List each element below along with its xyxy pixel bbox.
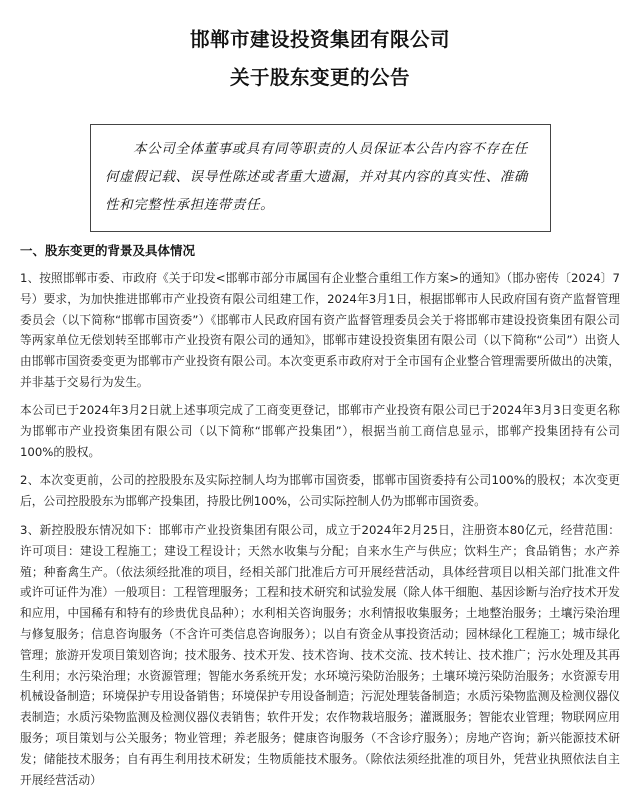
paragraph-change: 2、本次变更前，公司的控股股东及实际控制人均为邯郸市国资委，邯郸市国资委持有公司100%的股权；本次变更后，公司控股股东为邯郸产投集团，持股比例100%，公司实际控制人仍为邯郸市国资委。 (20, 473, 620, 508)
responsibility-notice: 本公司全体董事或具有同等职责的人员保证本公告内容不存在任何虚假记载、误导性陈述或者重大遗漏，并对其内容的真实性、准确性和完整性承担连带责任。 (90, 124, 551, 232)
announcement-title: 关于股东变更的公告 (229, 66, 410, 89)
paragraph-registration: 本公司已于2024年3月2日就上述事项完成了工商变更登记，邯郸市产业投资有限公司已于2024年3月3日变更名称为邯郸市产业投资集团有限公司（以下简称“邯郸产投集团”），根据当前工商信息显示，邯郸产投集团持有公司100%的股权。 (20, 403, 620, 459)
section-heading: 一、股东变更的背景及具体情况 (20, 243, 196, 258)
paragraph-new-shareholder: 3、新控股股东情况如下：邯郸市产业投资集团有限公司，成立于2024年2月25日，注册资本80亿元，经营范围：许可项目：建设工程施工；建设工程设计；天然水收集与分配；自来水生产与供应；饮料生产；食品销售；水产养殖；种畜禽生产。（依法须经批准的项目，经相关部门批准后方可开展经营活动，具体经营项目以相关部门批准文件或许可证件为准）一般项目：工程管理服务；工程和技术研究和试验发展（除人体干细胞、基因诊断与治疗技术开发和应用，中国稀有和特有的珍贵优良品种）；水利相关咨询服务；水利情报收集服务；土地整治服务；土壤污染治理与修复服务；信息咨询服务（不含许可类信息咨询服务）；以自有资金从事投资活动；园林绿化工程施工；城市绿化管理；旅游开发项目策划咨询；技术服务、技术开发、技术咨询、技术交流、技术转让、技术推广；污水处理及其再生利用；水污染治理；水资源管理；智能水务系统开发；水环境污染防治服务；土壤环境污染防治服务；水资源专用机械设备制造；环境保护专用设备销售；环境保护专用设备制造；污泥处理装备制造；水质污染物监测及检测仪器仪表制造；水质污染物监测及检测仪器仪表销售；软件开发；农作物栽培服务；灌溉服务；智能农业管理；物联网应用服务；项目策划与公关服务；物业管理；养老服务；健康咨询服务（不含诊疗服务）；房地产咨询；新兴能源技术研发；储能技术服务；自有再生利用技术研发；生物质能技术服务。（除依法须经批准的项目外，凭营业执照依法自主开展经营活动） (20, 523, 620, 787)
paragraph-background: 1、按照邯郸市委、市政府《关于印发<邯郸市部分市属国有企业整合重组工作方案>的通知》（邯办密传〔2024〕7号）要求，为加快推进邯郸市产业投资有限公司组建工作，2024年3月1日，根据邯郸市人民政府国有资产监督管理委员会（以下简称“邯郸市国资委”）《邯郸市人民政府国有资产监督管理委员会关于将邯郸市建设投资集团有限公司等两家单位无偿划转至邯郸市产业投资有限公司的通知》，邯郸市建设投资集团有限公司（以下简称“公司”）出资人由邯郸市国资委变更为邯郸市产业投资有限公司。本次变更系市政府对于全市国有企业整合管理需要所做出的决策，并非基于交易行为发生。 (20, 271, 620, 389)
company-title: 邯郸市建设投资集团有限公司 (189, 28, 450, 51)
